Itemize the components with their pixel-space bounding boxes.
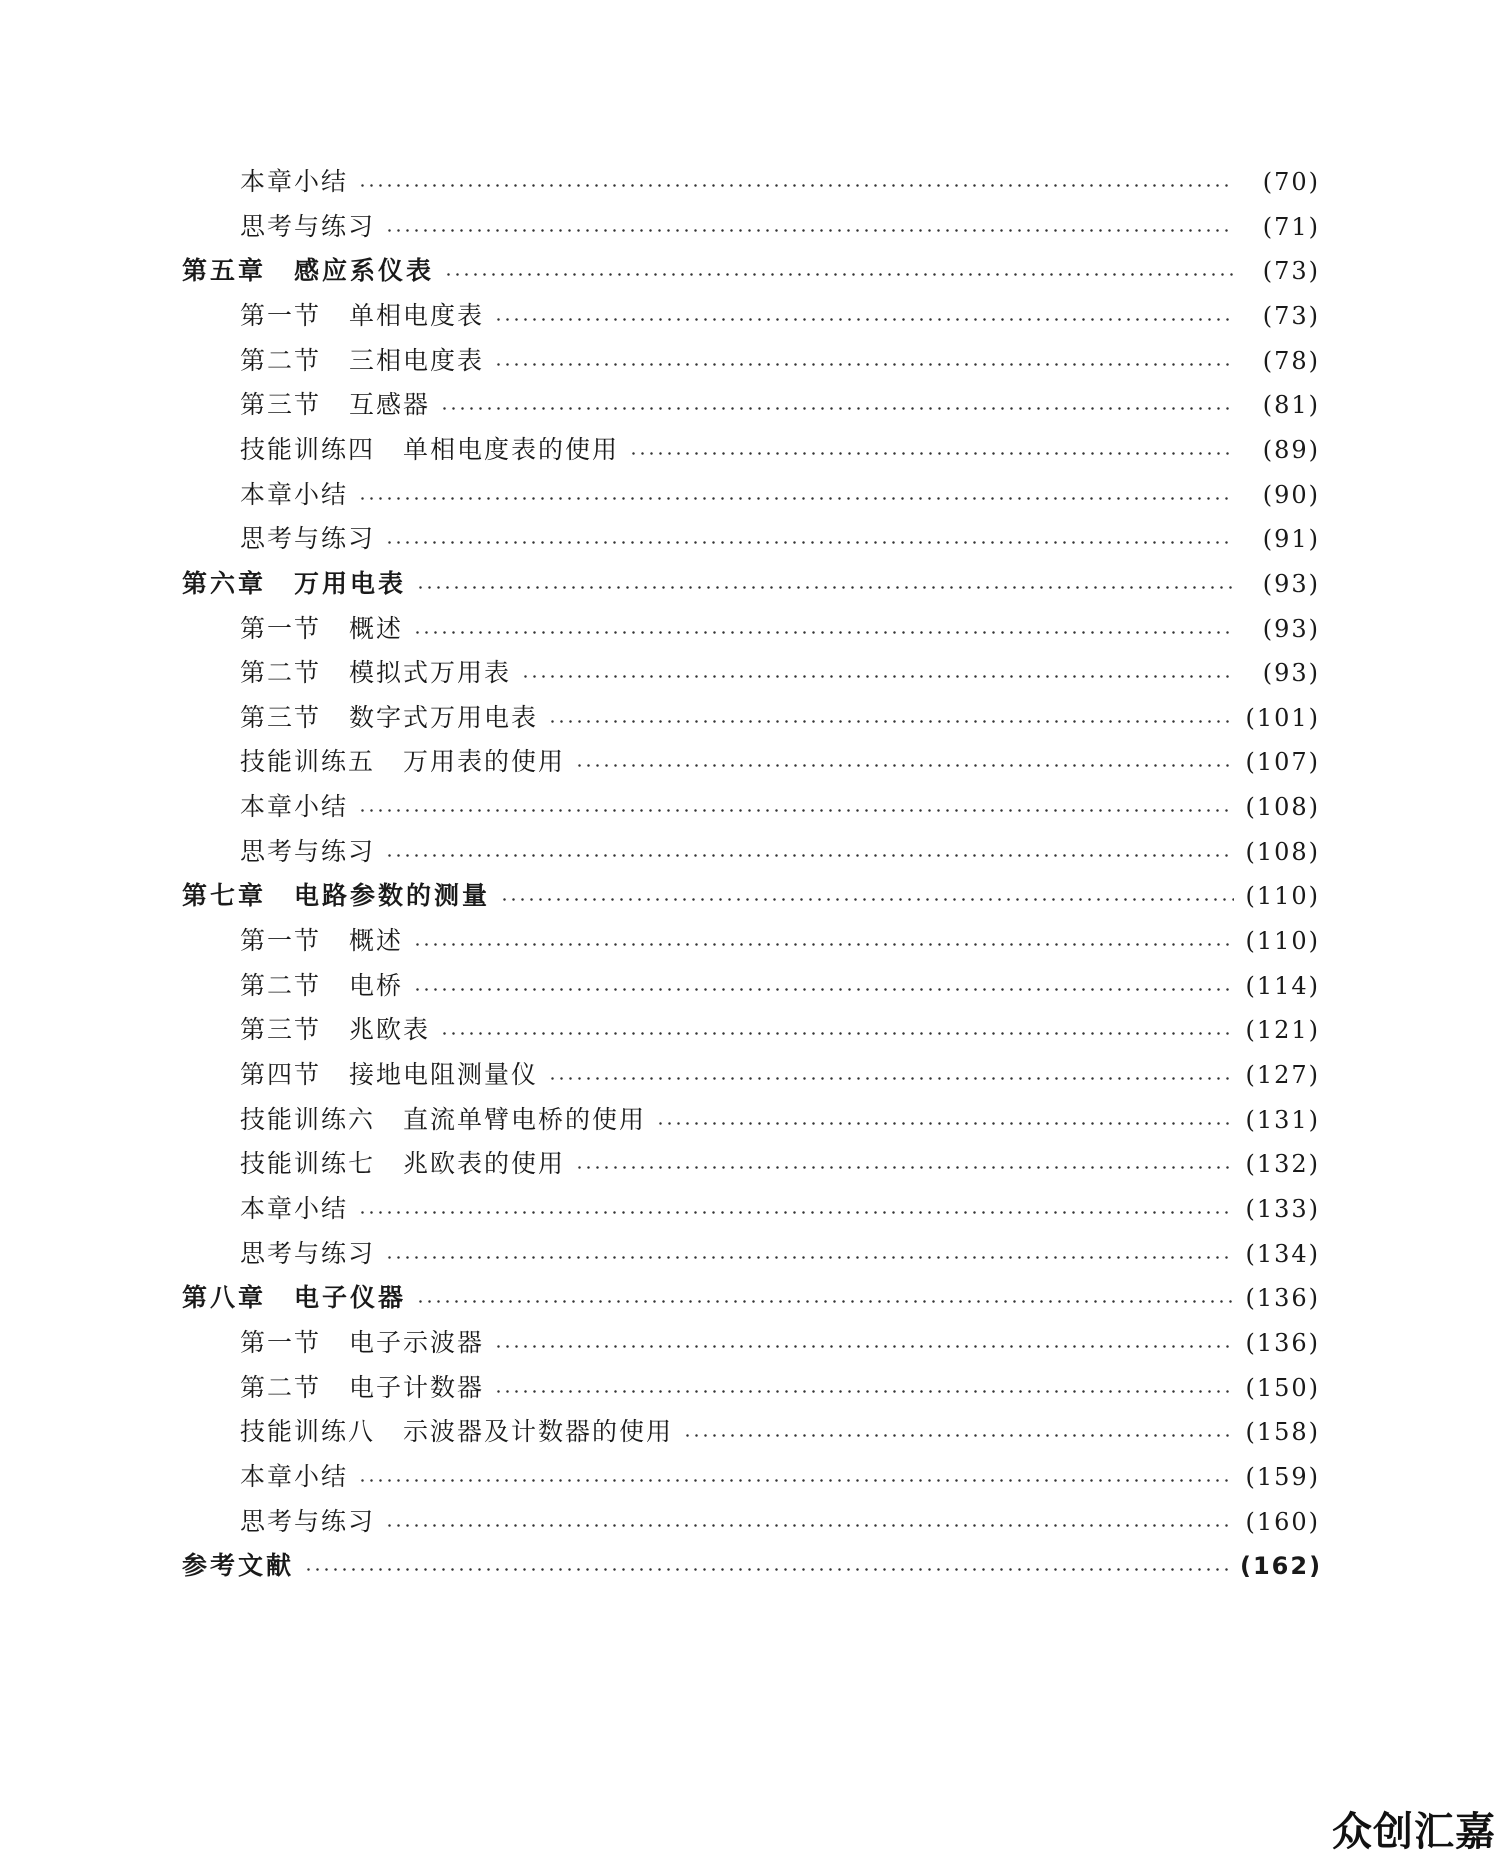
toc-dot-leader <box>440 385 1234 425</box>
toc-dot-leader <box>385 832 1234 872</box>
toc-entry-title: 本章小结 <box>240 1461 349 1491</box>
toc-entry-label <box>240 742 565 782</box>
toc-entry-title: 本章小结 <box>240 479 349 509</box>
toc-dot-leader <box>413 966 1234 1006</box>
toc-entry-label <box>240 207 375 247</box>
toc-page-number: (160) <box>1245 1507 1320 1536</box>
toc-entry-number: 第二节 <box>240 658 322 688</box>
toc-entry-title: 万用表的使用 <box>403 747 566 777</box>
toc-entry-title: 概述 <box>349 926 404 956</box>
toc-dot-leader <box>385 207 1234 247</box>
toc-section-row[interactable] <box>0 1457 1320 1497</box>
toc-entry-title: 万用电表 <box>294 568 407 598</box>
toc-dot-leader <box>413 921 1234 961</box>
toc-section-row[interactable] <box>0 207 1320 247</box>
toc-page-number: (81) <box>1262 391 1320 420</box>
toc-entry-title: 电子示波器 <box>349 1327 485 1357</box>
toc-dot-leader <box>385 1502 1234 1542</box>
toc-entry-title: 电路参数的测量 <box>294 881 491 911</box>
toc-dot-leader <box>494 296 1234 336</box>
toc-entry-title: 思考与练习 <box>240 1238 376 1268</box>
toc-page-number: (93) <box>1262 659 1320 688</box>
toc-page-number: (73) <box>1262 301 1320 330</box>
toc-entry-number: 技能训练五 <box>240 747 376 777</box>
toc-entry-number: 第二节 <box>240 1372 322 1402</box>
toc-chapter-row[interactable] <box>0 1278 1320 1318</box>
toc-entry-label <box>182 876 490 916</box>
toc-page-number: (108) <box>1245 793 1320 822</box>
toc-entry-label <box>240 1144 565 1184</box>
toc-entry-label <box>240 1368 484 1408</box>
toc-page-number: (70) <box>1262 168 1320 196</box>
toc-entry-label <box>240 296 484 336</box>
toc-entry-number: 第一节 <box>240 613 322 643</box>
toc-entry-title: 电子仪器 <box>294 1283 407 1313</box>
toc-page-number: (89) <box>1262 435 1320 464</box>
toc-entry-label <box>240 787 348 827</box>
toc-entry-number: 技能训练八 <box>240 1417 376 1447</box>
toc-entry-label <box>240 430 619 470</box>
toc-page-number: (132) <box>1245 1150 1320 1179</box>
toc-page-number: (78) <box>1262 346 1320 375</box>
toc-section-row[interactable] <box>0 1010 1320 1050</box>
toc-entry-number: 第二节 <box>240 345 322 375</box>
toc-page-number: (110) <box>1245 927 1320 956</box>
toc-chapter-row[interactable] <box>0 564 1320 604</box>
toc-entry-number: 第三节 <box>240 1015 322 1045</box>
toc-entry-label <box>240 1189 348 1229</box>
toc-entry-title: 直流单臂电桥的使用 <box>403 1104 647 1134</box>
toc-entry-title: 思考与练习 <box>240 524 376 554</box>
toc-chapter-row[interactable] <box>0 876 1320 916</box>
toc-section-row[interactable] <box>0 1323 1320 1363</box>
toc-entry-label <box>240 921 403 961</box>
toc-entry-number: 第五章 <box>182 256 267 286</box>
toc-entry-label <box>240 966 403 1006</box>
toc-references-row[interactable] <box>0 1546 1323 1586</box>
toc-dot-leader <box>416 1278 1234 1318</box>
toc-section-row[interactable] <box>0 1100 1320 1140</box>
toc-page-number: (110) <box>1245 882 1320 911</box>
toc-entry-title: 互感器 <box>349 390 431 420</box>
toc-entry-title: 接地电阻测量仪 <box>349 1060 539 1089</box>
toc-dot-leader <box>494 1323 1234 1363</box>
toc-dot-leader <box>416 564 1234 604</box>
toc-section-row[interactable] <box>0 519 1320 559</box>
toc-entry-title: 本章小结 <box>240 1193 349 1223</box>
toc-entry-label <box>240 1502 375 1542</box>
toc-entry-label <box>182 251 434 291</box>
toc-page-number: (91) <box>1262 525 1320 554</box>
toc-entry-title: 电子计数器 <box>349 1372 485 1402</box>
toc-entry-title: 示波器及计数器的使用 <box>403 1417 674 1447</box>
toc-page-number: (159) <box>1245 1462 1320 1491</box>
toc-section-row[interactable] <box>0 162 1320 202</box>
toc-entry-title: 模拟式万用表 <box>349 658 512 688</box>
toc-entry-label <box>240 1100 646 1140</box>
toc-section-row[interactable] <box>0 475 1320 515</box>
toc-section-row[interactable] <box>0 1412 1320 1452</box>
toc-page-number: (150) <box>1245 1373 1320 1402</box>
toc-dot-leader <box>358 787 1234 827</box>
toc-entry-number: 技能训练七 <box>240 1149 376 1179</box>
toc-section-row[interactable] <box>0 698 1320 738</box>
toc-dot-leader <box>575 742 1234 782</box>
toc-entry-number: 第六章 <box>182 568 267 598</box>
toc-dot-leader <box>358 1189 1234 1229</box>
toc-section-row[interactable] <box>0 742 1320 782</box>
toc-page-number: (101) <box>1245 703 1320 732</box>
toc-page-number: (114) <box>1245 971 1320 1000</box>
toc-entry-title: 本章小结 <box>240 792 349 822</box>
toc-dot-leader <box>304 1546 1234 1586</box>
toc-section-row[interactable] <box>0 296 1320 336</box>
toc-dot-leader <box>629 430 1234 470</box>
toc-entry-title: 感应系仪表 <box>294 256 435 286</box>
toc-entry-title: 参考文献 <box>182 1551 295 1581</box>
toc-page-number: (121) <box>1245 1016 1320 1045</box>
toc-dot-leader <box>494 1368 1234 1408</box>
toc-page-number: (108) <box>1245 837 1320 866</box>
toc-entry-title: 本章小结 <box>240 167 349 196</box>
toc-entry-label <box>240 1457 348 1497</box>
toc-entry-title: 兆欧表的使用 <box>403 1149 566 1179</box>
toc-entry-label <box>240 1055 538 1095</box>
toc-entry-title: 概述 <box>349 613 404 643</box>
toc-dot-leader <box>385 519 1234 559</box>
toc-section-row[interactable] <box>0 341 1320 381</box>
toc-entry-number: 第三节 <box>240 390 322 420</box>
toc-section-row[interactable] <box>0 966 1320 1006</box>
toc-entry-label <box>240 609 403 649</box>
toc-entry-number: 第一节 <box>240 926 322 956</box>
toc-dot-leader <box>494 341 1234 381</box>
toc-dot-leader <box>358 475 1234 515</box>
toc-page-number: (90) <box>1262 480 1320 509</box>
toc-section-row[interactable] <box>0 921 1320 961</box>
toc-entry-label <box>240 653 511 693</box>
toc-page-number: (93) <box>1262 614 1320 643</box>
toc-dot-leader <box>440 1010 1234 1050</box>
toc-section-row[interactable] <box>0 1144 1320 1184</box>
toc-page-number: (71) <box>1262 212 1320 241</box>
toc-section-row[interactable] <box>0 1055 1320 1095</box>
toc-entry-label <box>240 385 430 425</box>
toc-entry-title: 单相电度表的使用 <box>403 434 620 464</box>
toc-entry-title: 电桥 <box>349 970 404 1000</box>
toc-section-row[interactable] <box>0 1189 1320 1229</box>
toc-entry-title: 思考与练习 <box>240 1506 376 1536</box>
toc-page-number: (136) <box>1245 1328 1320 1357</box>
toc-dot-leader <box>521 653 1234 693</box>
toc-page-number: (107) <box>1245 748 1320 777</box>
toc-entry-label <box>240 832 375 872</box>
toc-entry-number: 第三节 <box>240 702 322 732</box>
toc-entry-label <box>240 1412 673 1452</box>
toc-section-row[interactable] <box>0 609 1320 649</box>
toc-entry-number: 第一节 <box>240 300 322 330</box>
toc-dot-leader <box>683 1412 1234 1452</box>
toc-dot-leader <box>548 698 1234 738</box>
toc-page-number: (158) <box>1245 1418 1320 1447</box>
toc-entry-label <box>182 564 406 604</box>
toc-entry-label <box>240 1234 375 1274</box>
toc-entry-title: 单相电度表 <box>349 300 485 330</box>
toc-dot-leader <box>413 609 1234 649</box>
toc-page-number: (93) <box>1262 569 1320 598</box>
toc-dot-leader <box>656 1100 1234 1140</box>
toc-dot-leader <box>444 251 1234 291</box>
toc-section-row[interactable] <box>0 1368 1320 1408</box>
toc-dot-leader <box>575 1144 1234 1184</box>
toc-entry-label <box>240 162 348 202</box>
toc-entry-title: 思考与练习 <box>240 211 376 241</box>
toc-entry-label <box>240 341 484 381</box>
toc-section-row[interactable] <box>0 787 1320 827</box>
toc-entry-label <box>240 1323 484 1363</box>
toc-page-number: (133) <box>1245 1194 1320 1223</box>
toc-entry-title: 数字式万用电表 <box>349 702 539 732</box>
toc-entry-number: 第七章 <box>182 881 267 911</box>
toc-section-row[interactable] <box>0 1502 1320 1542</box>
toc-entry-label <box>240 698 538 738</box>
toc-section-row[interactable] <box>0 1234 1320 1274</box>
toc-page-number: (136) <box>1245 1284 1320 1313</box>
toc-dot-leader <box>385 1234 1234 1274</box>
toc-entry-number: 技能训练六 <box>240 1104 376 1134</box>
toc-entry-title: 三相电度表 <box>349 345 485 375</box>
toc-entry-label <box>182 1546 294 1586</box>
toc-dot-leader <box>500 876 1234 916</box>
toc-dot-leader <box>358 1457 1234 1497</box>
toc-page-number: (162) <box>1240 1552 1323 1581</box>
toc-entry-title: 兆欧表 <box>349 1015 431 1045</box>
toc-page-number: (134) <box>1245 1239 1320 1268</box>
toc-section-row[interactable] <box>0 385 1320 425</box>
toc-entry-title: 思考与练习 <box>240 836 376 866</box>
toc-section-row[interactable] <box>0 653 1320 693</box>
toc-page-number: (131) <box>1245 1105 1320 1134</box>
toc-entry-label <box>240 475 348 515</box>
toc-entry-label <box>240 1010 430 1050</box>
toc-entry-number: 第一节 <box>240 1327 322 1357</box>
toc-section-row[interactable] <box>0 832 1320 872</box>
toc-dot-leader <box>548 1055 1234 1095</box>
toc-page-number: (73) <box>1262 257 1320 286</box>
toc-entry-number: 第四节 <box>240 1060 322 1089</box>
toc-entry-number: 第二节 <box>240 970 322 1000</box>
toc-entry-number: 第八章 <box>182 1283 267 1313</box>
toc-entry-number: 技能训练四 <box>240 434 376 464</box>
toc-entry-label <box>182 1278 406 1318</box>
toc-chapter-row[interactable] <box>0 251 1320 291</box>
toc-entry-label <box>240 519 375 559</box>
toc-section-row[interactable] <box>0 430 1320 470</box>
watermark-logo: 众创汇嘉 <box>1332 1809 1496 1855</box>
toc-dot-leader <box>358 162 1234 202</box>
toc-page-number: (127) <box>1245 1061 1320 1089</box>
